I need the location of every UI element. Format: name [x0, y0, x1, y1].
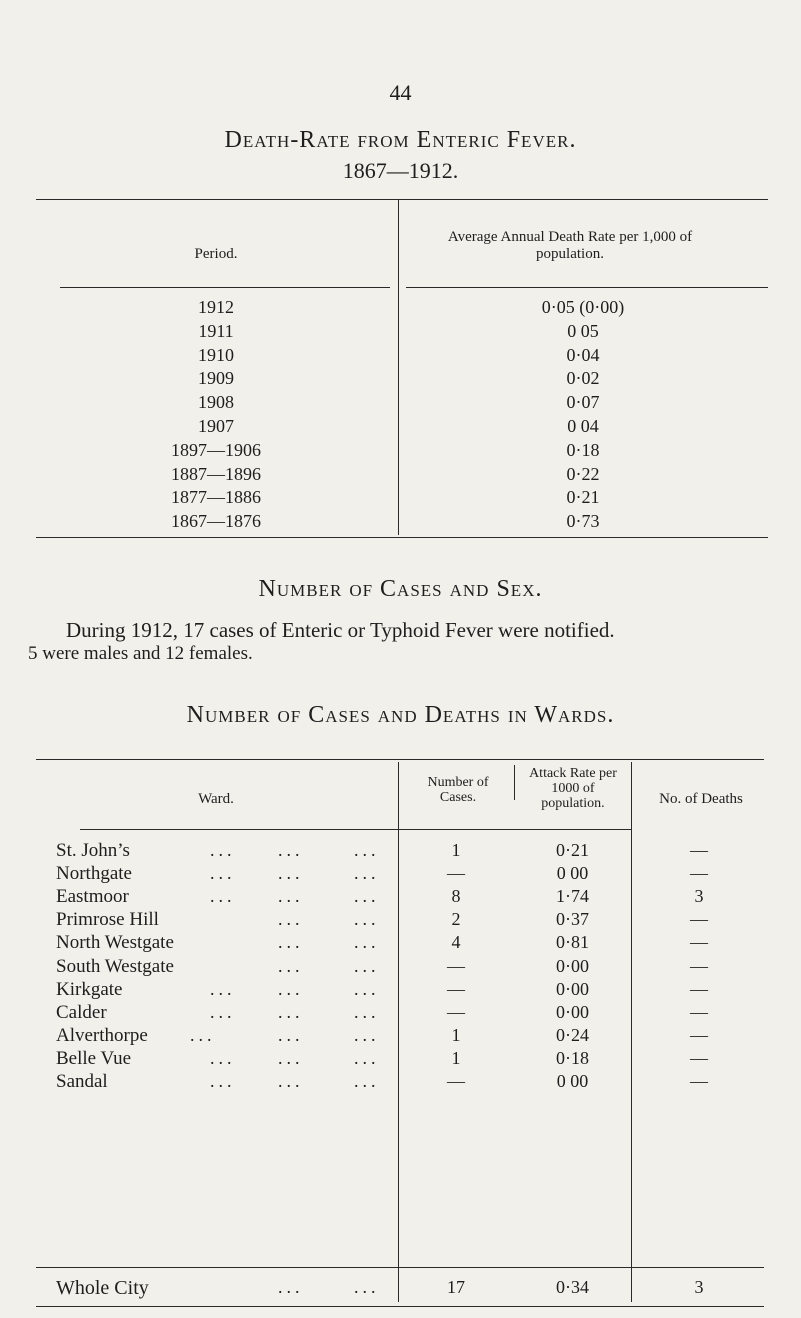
leader-dots: ... — [354, 909, 380, 930]
leader-dots: ... — [354, 1001, 380, 1022]
ward-name: South Westgate — [56, 955, 174, 977]
ward-name: North Westgate — [56, 932, 174, 954]
sex-section-title: Number of Cases and Sex. — [258, 576, 543, 602]
period-cell: 1877—1886 — [171, 487, 261, 508]
leader-dots: ... — [278, 863, 304, 884]
header-rule — [398, 829, 631, 830]
deaths-cell: 3 — [694, 886, 704, 907]
cases-cell: — — [447, 1001, 465, 1022]
cases-cell: 1 — [451, 1047, 461, 1068]
total-rule — [36, 1267, 398, 1268]
rate-cell: 0·04 — [566, 344, 600, 365]
deaths-cell: — — [690, 840, 708, 860]
cases-cell: — — [447, 955, 465, 976]
ward-name: Kirkgate — [56, 978, 123, 1000]
column-header-attack-rate: Attack Rate per 1000 of population. — [529, 766, 617, 811]
rate-cell: 0·18 — [566, 439, 600, 460]
ward-name: Eastmoor — [56, 886, 129, 908]
leader-dots: ... — [354, 932, 380, 953]
attack-rate-cell: 0 00 — [556, 863, 589, 884]
leader-dots: ... — [210, 1001, 236, 1022]
rate-cell: 0·22 — [566, 463, 600, 484]
leader-dots: ... — [354, 978, 380, 999]
period-cell: 1912 — [198, 297, 234, 317]
rate-cell: 0·21 — [566, 487, 600, 508]
leader-dots: ... — [278, 932, 304, 953]
deaths-cell: — — [690, 909, 708, 930]
leader-dots: ... — [278, 1071, 304, 1091]
leader-dots: ... — [354, 1047, 380, 1068]
attack-rate-cell: 1·74 — [556, 886, 589, 907]
header-rule — [406, 287, 768, 288]
ward-name: Northgate — [56, 863, 132, 885]
rate-cell: 0·02 — [566, 368, 600, 389]
deaths-cell: — — [690, 978, 708, 999]
column-header-deaths: No. of Deaths — [659, 791, 743, 807]
leader-dots: ... — [278, 1047, 304, 1068]
header-rule — [60, 287, 390, 288]
cases-cell: 8 — [451, 886, 461, 907]
total-ward-name: Whole City — [56, 1277, 149, 1299]
total-cases: 17 — [447, 1277, 465, 1297]
table-top-rule — [36, 199, 768, 200]
period-cell: 1911 — [198, 320, 234, 341]
ward-name: Belle Vue — [56, 1047, 132, 1069]
ward-name: Calder — [56, 1001, 107, 1023]
attack-rate-cell: 0·81 — [556, 932, 589, 953]
total-deaths: 3 — [694, 1277, 704, 1297]
leader-dots: ... — [210, 840, 236, 860]
rate-cell: 0·07 — [566, 392, 600, 413]
period-cell: 1897—1906 — [171, 439, 261, 460]
death-rate-subtitle: 1867—1912. — [342, 158, 459, 183]
page-number: 44 — [389, 80, 412, 105]
period-cell: 1908 — [198, 392, 234, 413]
attack-rate-cell: 0·21 — [556, 840, 589, 860]
ward-name: St. John’s — [56, 840, 130, 861]
column-header-rate: Average Annual Death Rate per 1,000 of population. — [447, 229, 693, 262]
cases-cell: — — [447, 1071, 465, 1091]
cases-cell: — — [447, 978, 465, 999]
leader-dots: ... — [210, 886, 236, 907]
column-header-period: Period. — [194, 246, 238, 262]
attack-rate-cell: 0·24 — [556, 1024, 589, 1045]
leader-dots: ... — [278, 978, 304, 999]
leader-dots: ... — [278, 1024, 304, 1045]
ward-name: Alverthorpe — [56, 1024, 148, 1046]
ward-name: Sandal — [56, 1071, 108, 1092]
table-bottom-rule — [36, 1306, 764, 1307]
total-leader-dots: ... — [354, 1277, 380, 1297]
attack-rate-cell: 0·00 — [556, 955, 589, 976]
deaths-cell: — — [690, 1071, 708, 1091]
attack-rate-cell: 0·00 — [556, 1001, 589, 1022]
period-cell: 1907 — [198, 416, 234, 436]
period-cell: 1909 — [198, 368, 234, 389]
leader-dots: ... — [354, 1071, 380, 1091]
leader-dots: ... — [278, 840, 304, 860]
total-attack-rate: 0·34 — [556, 1277, 589, 1297]
leader-dots: ... — [354, 1024, 380, 1045]
period-cell: 1910 — [198, 344, 234, 365]
deaths-cell: — — [690, 863, 708, 884]
leader-dots: ... — [210, 1071, 236, 1091]
deaths-cell: — — [690, 955, 708, 976]
leader-dots: ... — [354, 863, 380, 884]
leader-dots: ... — [278, 955, 304, 976]
leader-dots: ... — [278, 886, 304, 907]
column-header-cases: Number of Cases. — [427, 775, 489, 805]
deaths-cell: — — [690, 1001, 708, 1022]
total-leader-dots: ... — [278, 1277, 304, 1297]
leader-dots: ... — [210, 978, 236, 999]
wards-title: Number of Cases and Deaths in Wards. — [186, 702, 615, 728]
death-rate-title: Death-Rate from Enteric Fever. — [224, 127, 577, 153]
leader-dots: ... — [354, 955, 380, 976]
leader-dots: ... — [354, 886, 380, 907]
cases-cell: — — [447, 863, 465, 884]
leader-dots: ... — [278, 1001, 304, 1022]
attack-rate-cell: 0·37 — [556, 909, 589, 930]
sex-paragraph-line-1: During 1912, 17 cases of Enteric or Typhoid Fever were notified. — [66, 618, 615, 642]
period-cell: 1867—1876 — [171, 511, 261, 532]
leader-dots: ... — [210, 1047, 236, 1068]
total-rule — [631, 1267, 764, 1268]
sex-paragraph-line-2: 5 were males and 12 females. — [28, 643, 253, 664]
column-header-ward: Ward. — [198, 791, 234, 807]
cases-cell: 2 — [451, 909, 461, 930]
leader-dots: ... — [354, 840, 380, 860]
table-top-rule — [36, 759, 764, 760]
deaths-cell: — — [690, 1024, 708, 1045]
cases-cell: 4 — [451, 932, 461, 953]
total-rule — [398, 1267, 631, 1268]
ward-name: Primrose Hill — [56, 909, 159, 931]
attack-rate-cell: 0·18 — [556, 1047, 589, 1068]
rate-cell: 0 05 — [567, 320, 599, 341]
leader-dots: ... — [210, 863, 236, 884]
deaths-cell: — — [690, 1047, 708, 1068]
leader-dots: ... — [190, 1024, 216, 1045]
header-rule — [80, 829, 398, 830]
cases-cell: 1 — [451, 1024, 461, 1045]
period-cell: 1887—1896 — [171, 463, 261, 484]
rate-cell: 0 04 — [567, 416, 599, 436]
leader-dots: ... — [278, 909, 304, 930]
column-divider — [514, 765, 515, 800]
rate-cell: 0·73 — [566, 511, 600, 532]
rate-cell: 0·05 (0·00) — [541, 297, 625, 317]
attack-rate-cell: 0 00 — [556, 1071, 589, 1091]
table-bottom-rule — [36, 537, 768, 538]
deaths-cell: — — [690, 932, 708, 953]
attack-rate-cell: 0·00 — [556, 978, 589, 999]
cases-cell: 1 — [451, 840, 461, 860]
